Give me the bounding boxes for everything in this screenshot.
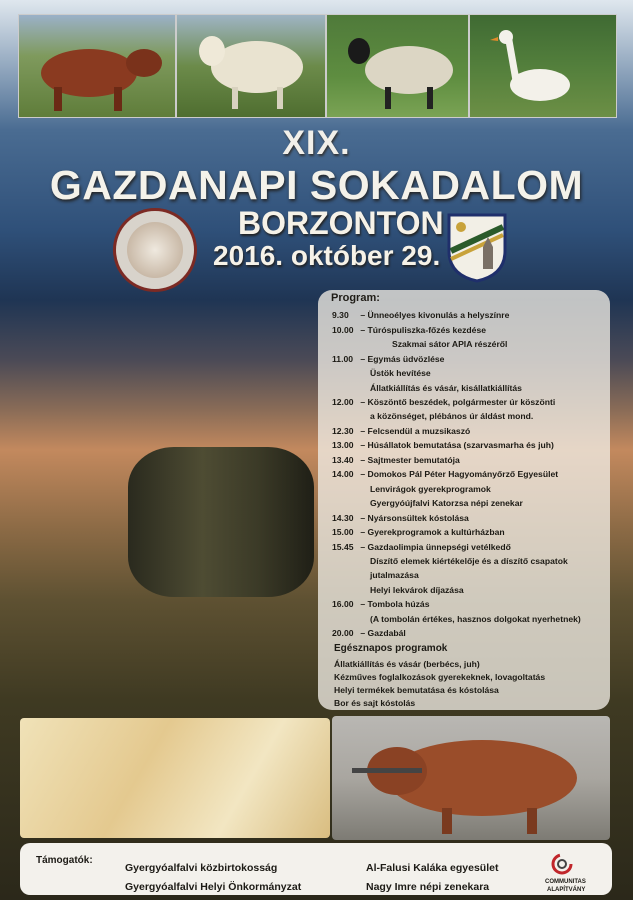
program-item: 9.30 – Ünneoélyes kivonulás a helyszínre <box>332 310 510 320</box>
program-item: 14.30 – Nyársonsültek kóstolása <box>332 513 469 523</box>
edition-number: XIX. <box>282 124 351 162</box>
allday-item: Állatkiállítás és vásár (berbécs, juh) <box>334 659 480 669</box>
program-item: 15.00 – Gyerekprogramok a kultúrházban <box>332 527 505 537</box>
program-item: Helyi lekvárok díjazása <box>370 585 464 595</box>
event-town: BORZONTON <box>238 205 444 241</box>
black-faced-sheep-photo <box>326 14 469 118</box>
program-item: Állatkiállítás és vásár, kisállatkiállítás <box>370 383 522 393</box>
program-item: 14.00 – Domokos Pál Péter Hagyományőrző Egyesület <box>332 469 559 479</box>
village-coat-of-arms-icon <box>447 213 507 283</box>
seal-figure-icon <box>127 222 183 278</box>
program-item: Üstök hevítése <box>370 368 431 378</box>
program-item: a közönséget, plébános úr áldást mond. <box>370 411 534 421</box>
communitas-logo-icon <box>550 852 574 876</box>
roast-pig-photo <box>332 716 610 840</box>
communitas-logo-text: ALAPÍTVÁNY <box>547 887 586 893</box>
program-item: Gyergyóújfalvi Katorzsa népi zenekar <box>370 498 523 508</box>
sheep-photo <box>176 14 326 118</box>
sponsor-name: Nagy Imre népi zenekara <box>366 881 490 893</box>
bull-photo <box>18 14 176 118</box>
program-item: Szakmai sátor APIA részéről <box>392 339 508 349</box>
program-item: 12.30 – Felcsendül a muzsikaszó <box>332 426 471 436</box>
program-title: Program: <box>331 292 380 304</box>
program-item: Díszítő elemek kiértékelője és a díszítő csapatok <box>370 556 568 566</box>
program-item: 12.00 – Köszöntő beszédek, polgármester úr köszönti <box>332 397 556 407</box>
program-item: 13.00 – Húsállatok bemutatása (szarvasmarha és juh) <box>332 440 554 450</box>
allday-item: Helyi termékek bemutatása és kóstolása <box>334 685 499 695</box>
sponsor-name: Al-Falusi Kaláka egyesület <box>366 862 499 874</box>
program-item: Lenvirágok gyerekprogramok <box>370 484 491 494</box>
program-item: jutalmazása <box>370 570 419 580</box>
cheese-photo <box>20 718 330 838</box>
farmers-club-seal <box>113 208 197 292</box>
program-item: 11.00 – Egymás üdvözlése <box>332 354 445 364</box>
sponsors-label: Támogatók: <box>36 855 93 866</box>
program-item: 15.45 – Gazdaolimpia ünnepségi vetélkedő <box>332 542 511 552</box>
program-item: 16.00 – Tombola húzás <box>332 599 430 609</box>
allday-title: Egésznapos programok <box>334 643 448 654</box>
program-item: 13.40 – Sajtmester bemutatója <box>332 455 460 465</box>
program-item: 10.00 – Túróspuliszka-főzés kezdése <box>332 325 486 335</box>
event-title: GAZDANAPI SOKADALOM <box>49 162 584 208</box>
sponsor-name: Gyergyóalfalvi Helyi Önkormányzat <box>125 881 302 893</box>
goose-photo <box>469 14 617 118</box>
program-item: 20.00 – Gazdabál <box>332 628 406 638</box>
program-item: (A tombolán értékes, hasznos dolgokat nyerhetnek) <box>370 614 581 624</box>
allday-item: Kézműves foglalkozások gyerekeknek, lovagoltatás <box>334 672 546 682</box>
communitas-logo-text: COMMUNITAS <box>545 879 586 885</box>
event-date: 2016. október 29. <box>213 240 441 271</box>
sponsor-name: Gyergyóalfalvi közbirtokosság <box>125 862 278 874</box>
sponsors-panel <box>20 843 612 895</box>
hay-bale-image <box>128 447 314 597</box>
allday-item: Bor és sajt kóstolás <box>334 698 416 708</box>
